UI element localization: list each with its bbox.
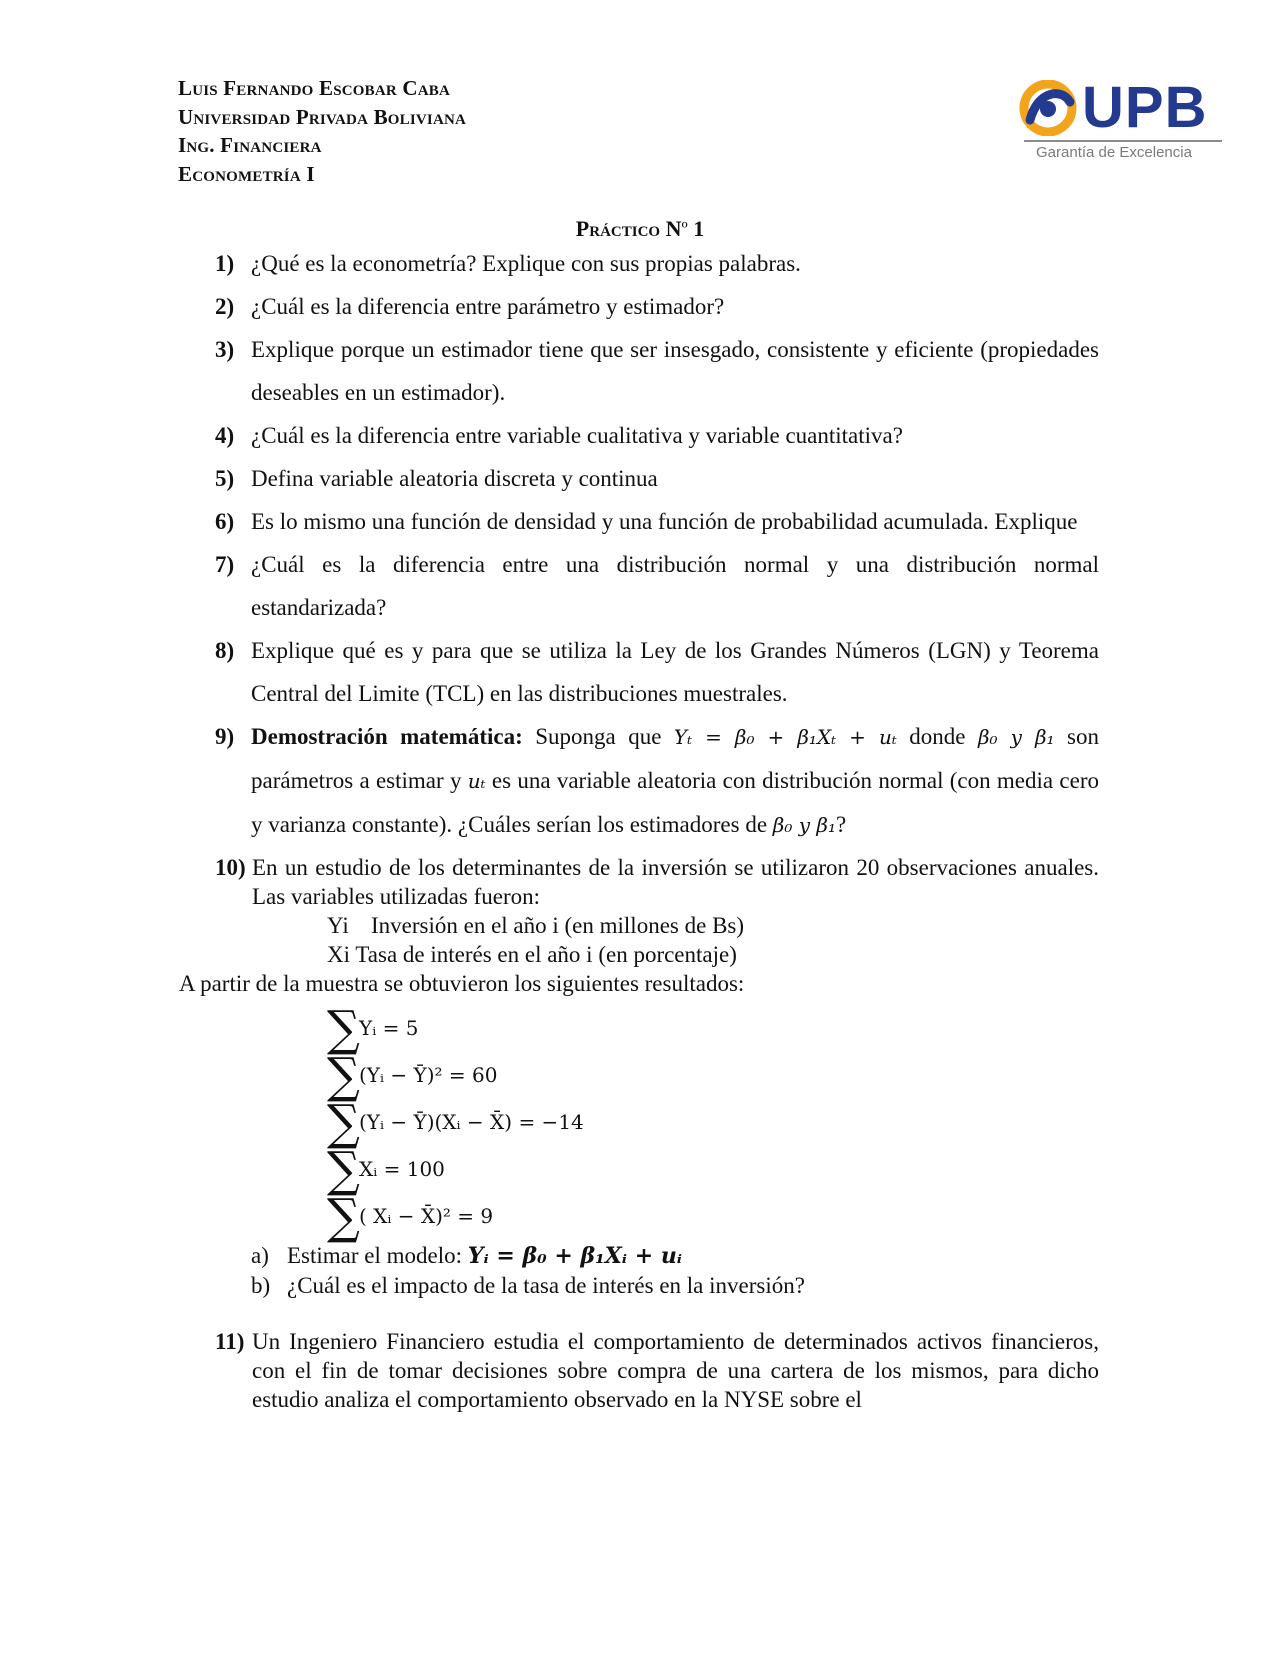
sum-expression: (Yᵢ − Ȳ)² = 60 — [359, 1062, 498, 1087]
variable-y-definition — [327, 911, 1099, 940]
sum-row — [327, 1046, 1099, 1103]
question-text: ¿Cuál es la diferencia entre una distribución normal y una distribución normal estandarizada? — [251, 552, 1099, 620]
text-fragment: ? — [835, 812, 847, 837]
question-number: 4) — [215, 423, 235, 448]
part-text: ¿Cuál es el impacto de la tasa de interés en la inversión? — [287, 1273, 805, 1298]
text-fragment: donde — [896, 724, 978, 749]
question-number: 10) — [215, 855, 246, 880]
variable-description: Inversión en el año i (en millones de Bs) — [371, 913, 745, 938]
text-fragment: Suponga que — [522, 724, 674, 749]
question-4 — [215, 414, 1099, 457]
part-label: a) — [251, 1243, 269, 1268]
model-equation: Yᵢ = β₀ + β₁Xᵢ + uᵢ — [467, 1243, 683, 1269]
question-9 — [215, 715, 1099, 847]
question-number: 9) — [215, 724, 235, 749]
sample-results-intro: A partir de la muestra se obtuvieron los siguientes resultados: — [179, 971, 745, 996]
question-8 — [215, 629, 1099, 715]
summation-results — [327, 999, 1099, 1244]
question-text: ¿Qué es la econometría? Explique con sus propias palabras. — [251, 251, 801, 276]
sigma-icon: ∑ — [327, 1187, 360, 1244]
text-fragment: Estimar el modelo: — [287, 1243, 468, 1268]
title-text: Práctico N — [575, 216, 682, 241]
sigma-icon: ∑ — [327, 1140, 360, 1197]
part-text — [287, 1241, 682, 1271]
author-name: Luis Fernando Escobar Caba — [178, 76, 450, 100]
parameters-symbol: β₀ y β₁ — [772, 813, 836, 837]
text-fragment: es una variable aleatoria con distribución normal (con media cero y varianza constante). ¿Cuáles serían los estimadores de — [251, 768, 1099, 837]
title-number: 1 — [687, 216, 705, 241]
question-10-parts — [251, 1241, 1099, 1300]
question-number: 1) — [215, 251, 235, 276]
question-text: ¿Cuál es la diferencia entre parámetro y estimador? — [251, 294, 725, 319]
question-7 — [215, 543, 1099, 629]
question-number: 2) — [215, 294, 235, 319]
page-title — [0, 216, 1280, 242]
sum-row — [327, 999, 1099, 1056]
question-number: 8) — [215, 638, 235, 663]
variable-x-definition — [327, 940, 1099, 969]
sigma-icon: ∑ — [327, 1046, 360, 1103]
question-number: 6) — [215, 509, 235, 534]
sum-expression: (Yᵢ − Ȳ)(Xᵢ − X̄) = −14 — [359, 1109, 584, 1134]
question-text: Es lo mismo una función de densidad y una función de probabilidad acumulada. Explique — [251, 509, 1078, 534]
question-5 — [215, 457, 1099, 500]
question-1 — [215, 242, 1099, 285]
text-fragment: son parámetros a estimar y — [251, 724, 1099, 793]
variable-code: Yi — [327, 913, 349, 938]
sum-row — [327, 1140, 1099, 1197]
question-text: Explique porque un estimador tiene que ser insesgado, consistente y eficiente (propiedades deseables en un estimador). — [251, 337, 1099, 405]
question-number: 5) — [215, 466, 235, 491]
question-text: En un estudio de los determinantes de la inversión se utilizaron 20 observaciones anuales. Las variables utilizadas fueron: — [252, 855, 1099, 909]
variable-code: Xi — [327, 942, 350, 967]
sum-expression: Yᵢ = 5 — [359, 1015, 419, 1040]
sum-row — [327, 1187, 1099, 1244]
university-name: Universidad Privada Boliviana — [178, 104, 467, 129]
error-term-symbol: uₜ — [467, 769, 486, 793]
sigma-icon: ∑ — [327, 999, 360, 1056]
question-bold-lead: Demostración matemática: — [251, 724, 523, 749]
question-text: Un Ingeniero Financiero estudia el comportamiento de determinados activos financieros, con el fin de tomar decisiones sobre compra de una cartera de los mismos, para dicho estudio analiza el comportamiento observado en la NYSE sobre el — [252, 1329, 1099, 1412]
question-number: 3) — [215, 337, 235, 362]
questions-list — [179, 242, 1099, 1414]
program-name: Ing. Financiera — [178, 133, 322, 157]
question-text — [251, 715, 1099, 847]
part-label: b) — [251, 1273, 271, 1298]
part-a — [251, 1241, 1099, 1271]
question-text: Explique qué es y para que se utiliza la Ley de los Grandes Números (LGN) y Teorema Central del Limite (TCL) en las distribuciones muestrales. — [251, 638, 1099, 706]
upb-swirl-icon — [1018, 80, 1080, 136]
sum-expression: ( Xᵢ − X̄)² = 9 — [359, 1203, 494, 1228]
title-superscript: o — [681, 216, 688, 231]
question-number: 7) — [215, 552, 235, 577]
logo-tagline: Garantía de Excelencia — [1036, 144, 1192, 161]
parameters-symbol: β₀ y β₁ — [977, 725, 1055, 749]
sum-expression: Xᵢ = 100 — [359, 1156, 445, 1181]
course-name: Econometría I — [178, 161, 315, 186]
question-6 — [215, 500, 1099, 543]
sum-row — [327, 1093, 1099, 1150]
upb-logo — [1018, 75, 1228, 170]
logo-divider — [1024, 140, 1222, 142]
question-3 — [215, 328, 1099, 414]
logo-wordmark: UPB — [1082, 75, 1208, 140]
question-10 — [215, 853, 1099, 911]
question-text: Defina variable aleatoria discreta y continua — [251, 466, 658, 491]
question-2 — [215, 285, 1099, 328]
question-11 — [215, 1327, 1099, 1414]
variable-description: Tasa de interés en el año i (en porcentaje) — [355, 942, 737, 967]
header-block — [178, 74, 466, 188]
question-number: 11) — [215, 1329, 245, 1354]
question-text: ¿Cuál es la diferencia entre variable cualitativa y variable cuantitativa? — [251, 423, 903, 448]
sigma-icon: ∑ — [327, 1093, 360, 1150]
model-equation: Yₜ = β₀ + β₁Xₜ + uₜ — [673, 725, 897, 749]
part-b — [251, 1271, 1099, 1300]
